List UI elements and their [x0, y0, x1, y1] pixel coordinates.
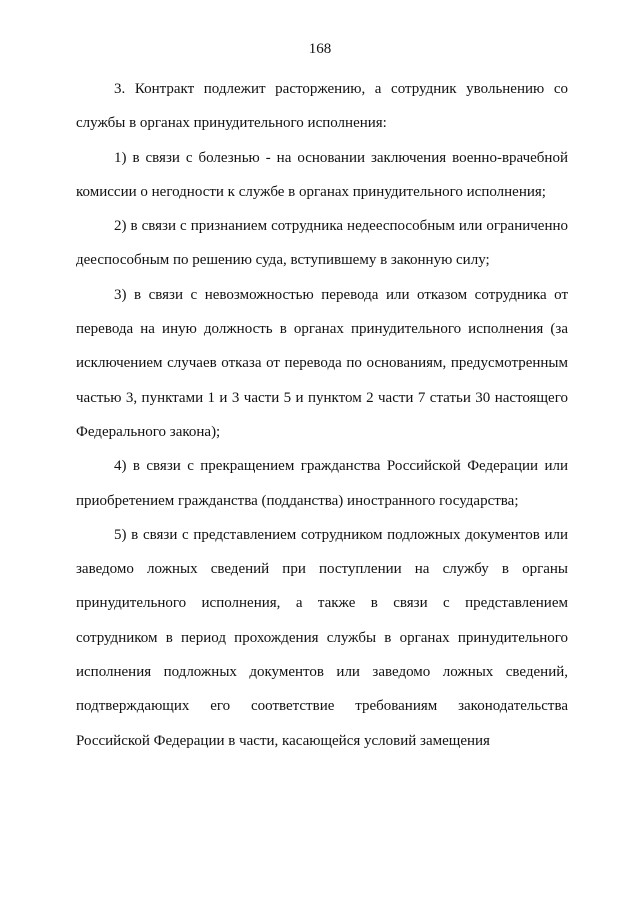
- paragraph-3-3: 3) в связи с невозможностью перевода или отказом сотрудника от перевода на иную должность в органах принудительного исполнения (за исключением случаев отказа от перевода по основаниям, предусмотренным частью 3, пунктами 1 и 3 части 5 и пунктом 2 части 7 статьи 30 настоящего Федерального закона);: [76, 286, 568, 440]
- paragraph-3-2: 2) в связи с признанием сотрудника недееспособным или ограниченно дееспособным по решению суда, вступившему в законную силу;: [76, 218, 568, 269]
- paragraph-3: 3. Контракт подлежит расторжению, а сотрудник увольнению со службы в органах принудительного исполнения:: [76, 81, 568, 132]
- page-number: 168: [308, 41, 332, 57]
- paragraph-3-5: 5) в связи с представлением сотрудником подложных документов или заведомо ложных сведений при поступлении на службу в органы принудительного исполнения, а также в связи с представлением сотрудником в период прохождения службы в органах принудительного исполнения подложных документов или заведомо ложных сведений, подтверждающих его соответствие требованиям законодательства Российской Федерации в части, касающейся условий замещения: [76, 526, 568, 749]
- paragraph-3-1: 1) в связи с болезнью - на основании заключения военно-врачебной комиссии о негодности к службе в органах принудительного исполнения;: [76, 149, 568, 200]
- document-body: [76, 72, 568, 758]
- paragraph-3-4: 4) в связи с прекращением гражданства Российской Федерации или приобретением гражданства (подданства) иностранного государства;: [76, 458, 568, 509]
